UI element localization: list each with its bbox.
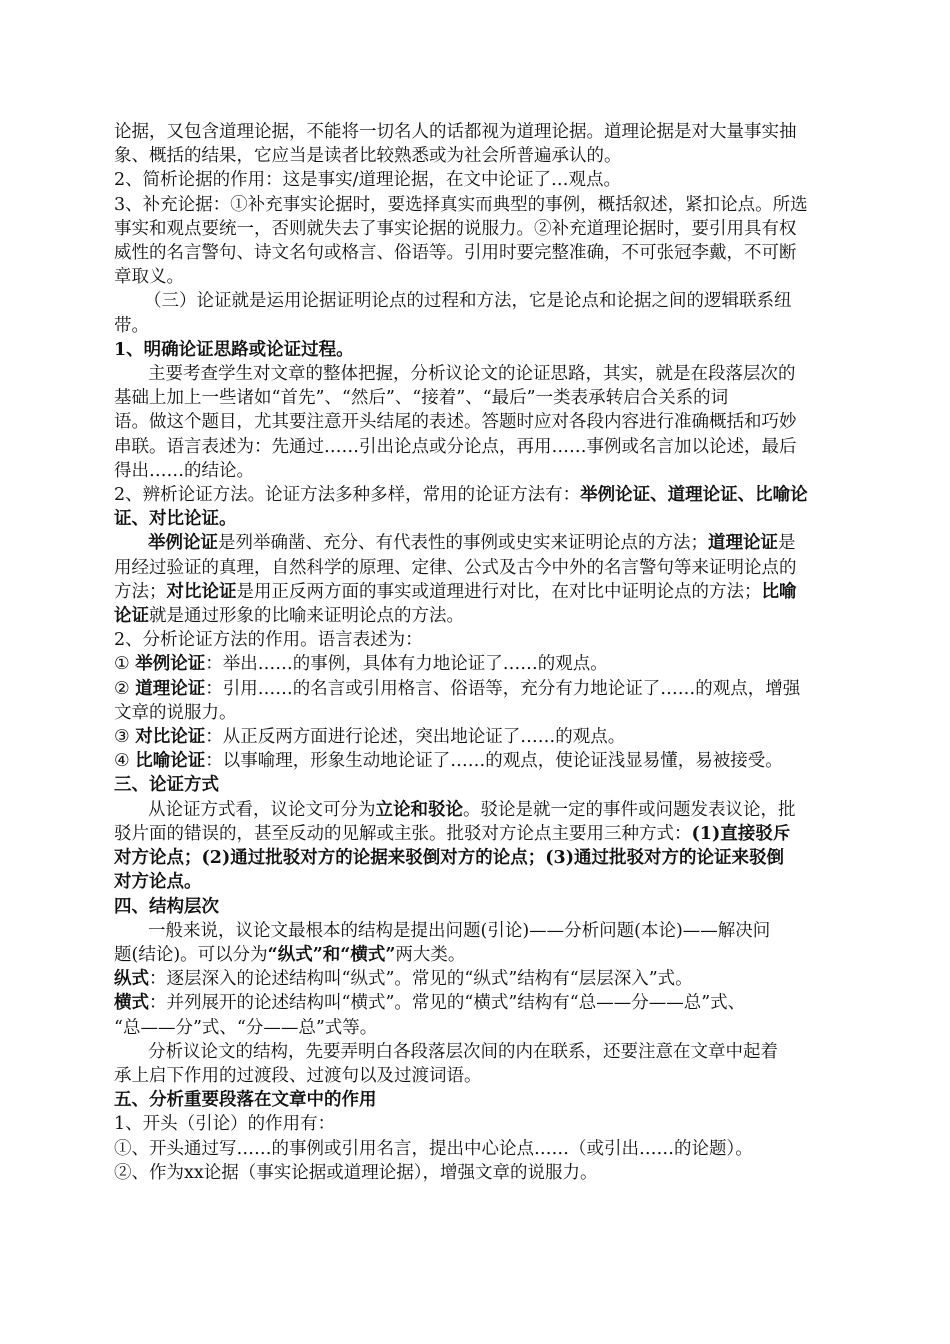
text: 驳片面的错误的，甚至反动的见解或主张。批驳对方论点主要用三种方式：: [114, 823, 692, 844]
term: “纵式”和“横式”: [267, 944, 396, 965]
definition: 是: [778, 533, 796, 554]
section-heading: 四、结构层次: [114, 896, 219, 917]
paragraph-line: 承上启下作用的过渡段、过渡句以及过渡词语。: [114, 1065, 482, 1086]
text-line: 事实和观点要统一，否则就失去了事实论据的说服力。②补充道理论据时，要引用具有权: [114, 218, 797, 239]
paragraph-line: [114, 822, 838, 846]
definition-line: [114, 580, 838, 604]
term: 纵式: [114, 969, 149, 990]
method-text: 2、辨析论证方法。论证方法多种多样，常用的论证方法有：: [114, 485, 581, 506]
effect-num: ④: [114, 751, 130, 772]
effect-term: 比喻论证: [135, 751, 206, 772]
term: 道理论证: [708, 533, 778, 554]
term: (1)直接驳斥: [691, 823, 791, 844]
effect-text: ：从正反两方面进行论述，突出地论证了……的观点。: [205, 727, 626, 748]
method-line: [114, 483, 838, 507]
definition-line: [114, 531, 838, 555]
term: 对比论证: [166, 581, 237, 602]
term: 举例论证: [148, 533, 218, 554]
effect-num: ①: [114, 654, 130, 675]
term: 立论和驳论: [375, 799, 463, 820]
structure-item: [114, 967, 838, 991]
paragraph-line: 得出……的结论。: [114, 460, 254, 481]
term: 横式: [114, 993, 149, 1014]
structure-item: [114, 991, 838, 1015]
paragraph-line: 分析议论文的结构，先要弄明白各段落层次间的内在联系，还要注意在文章中起着: [148, 1041, 778, 1062]
effect-text: ：举出……的事例，具体有力地论证了……的观点。: [205, 654, 608, 675]
text-line: 威性的名言警句、诗文名句或格言、俗语等。引用时要完整准确，不可张冠李戴，不可断: [114, 243, 797, 264]
effect-text: ：引用……的名言或引用格言、俗语等，充分有力地论证了……的观点，增强: [205, 678, 801, 699]
text-line: 章取义。: [114, 267, 184, 288]
term: 比喻: [761, 581, 797, 602]
effect-intro: 2、分析论证方法的作用。语言表述为：: [114, 630, 423, 651]
effect-term: 对比论证: [135, 727, 206, 748]
text: 两大类。: [395, 944, 466, 965]
method-list-bold: 举例论证、道理论证、比喻论: [580, 485, 808, 506]
paragraph-line-bold: 对方论点。: [114, 872, 202, 893]
effect-term: 道理论证: [135, 678, 206, 699]
text-line: 带。: [114, 315, 149, 336]
subheading: 1、明确论证思路或论证过程。: [114, 339, 354, 360]
term: 论证: [114, 606, 149, 627]
definition: 是列举确凿、充分、有代表性的事例或史实来证明论点的方法；: [218, 533, 708, 554]
effect-item: [114, 652, 838, 676]
paragraph-line: 语。做这个题目，尤其要注意开头结尾的表述。答题时应对各段内容进行准确概括和巧妙: [114, 412, 797, 433]
definition: 就是通过形象的比喻来证明论点的方法。: [149, 606, 464, 627]
effect-num: ③: [114, 727, 130, 748]
effect-num: ②: [114, 678, 130, 699]
effect-term: 举例论证: [135, 654, 206, 675]
section-heading: 五、分析重要段落在文章中的作用: [114, 1090, 377, 1111]
paragraph-line: [114, 798, 838, 822]
text: 题(结论)。可以分为: [114, 944, 268, 965]
definition-line: 用经过验证的真理，自然科学的原理、定律、公式及古今中外的名言警句等来证明论点的: [114, 557, 797, 578]
paragraph-line: 一般来说，议论文最根本的结构是提出问题(引论)——分析问题(本论)——解决问: [148, 920, 771, 941]
effect-item: [114, 749, 838, 773]
effect-item: [114, 725, 838, 749]
list-item: ①、开头通过写……的事例或引用名言，提出中心论点……（或引出……的论题）。: [114, 1138, 753, 1159]
definition-line: [114, 604, 838, 628]
list-item-3: 3、补充论据：①补充事实论据时，要选择真实而典型的事例，概括叙述，紧扣论点。所选: [114, 194, 808, 215]
paragraph-line: 串联。语言表述为：先通过……引出论点或分论点，再用……事例或名言加以论述，最后: [114, 436, 797, 457]
effect-text-cont: 文章的说服力。: [114, 702, 237, 723]
list-item: ②、作为xx论据（事实论据或道理论据），增强文章的说服力。: [114, 1162, 598, 1183]
paragraph-line-bold: 对方论点；(2)通过批驳对方的论据来驳倒对方的论点；(3)通过批驳对方的论证来驳倒: [114, 848, 784, 869]
definition: 是用正反两方面的事实或道理进行对比，在对比中证明论点的方法；: [236, 581, 762, 602]
list-item-2: 2、简析论据的作用：这是事实/道理论据，在文中论证了…观点。: [114, 170, 622, 191]
effect-item: [114, 677, 838, 701]
document-page: [114, 120, 838, 1185]
section-heading: 三、论证方式: [114, 775, 219, 796]
subheading: 1、开头（引论）的作用有：: [114, 1114, 336, 1135]
paragraph-line: 基础上加上一些诸如“首先”、“然后”、“接着”、“最后”一类表承转启合关系的词: [114, 388, 729, 409]
structure-item-cont: “总——分”式、“分——总”式等。: [114, 1017, 378, 1038]
text-line: 象、概括的结果，它应当是读者比较熟悉或为社会所普遍承认的。: [114, 146, 622, 167]
text-line: 论据，又包含道理论据，不能将一切名人的话都视为道理论据。道理论据是对大量事实抽: [114, 122, 797, 142]
definition: 方法；: [114, 581, 167, 602]
text: ：逐层深入的论述结构叫“纵式”。常见的“纵式”结构有“层层深入”式。: [149, 969, 693, 990]
text: 从论证方式看，议论文可分为: [148, 799, 376, 820]
section-intro: （三）论证就是运用论据证明论点的过程和方法，它是论点和论据之间的逻辑联系纽: [144, 291, 792, 312]
text: 。驳论是就一定的事件或问题发表议论，批: [463, 799, 796, 820]
paragraph-line: [114, 943, 838, 967]
text: ：并列展开的论述结构叫“横式”。常见的“横式”结构有“总——分——总”式、: [149, 993, 746, 1014]
method-list-bold-cont: 证、对比论证。: [114, 509, 237, 530]
paragraph-line: 主要考查学生对文章的整体把握，分析议论文的论证思路，其实，就是在段落层次的: [148, 364, 796, 385]
effect-text: ：以事喻理，形象生动地论证了……的观点，使论证浅显易懂，易被接受。: [205, 751, 783, 772]
